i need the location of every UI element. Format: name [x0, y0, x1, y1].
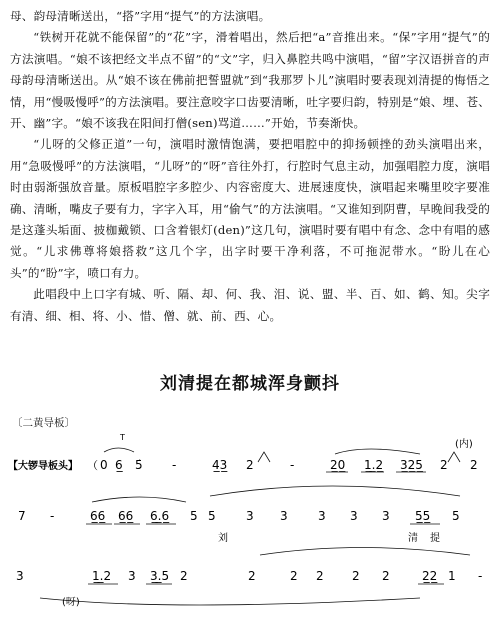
- note: 6̲.̲6̲: [150, 509, 170, 523]
- note: 2: [470, 458, 478, 472]
- note: 3̲2̲5̲: [400, 458, 423, 472]
- note: 2: [440, 458, 448, 472]
- lyric-2: 清: [408, 533, 418, 544]
- note: 3: [246, 509, 254, 523]
- note: 7: [18, 509, 26, 523]
- percussion-label: 【大锣导板头】: [8, 461, 78, 472]
- note: 3: [16, 569, 24, 583]
- lyric-3: 提: [430, 533, 440, 544]
- paragraph-4: 此唱段中上口字有城、听、隔、却、何、我、泪、说、盟、半、百、如、鹤、知。尖字有清、细、相、将、小、惜、僧、就、前、西、心。: [10, 287, 490, 323]
- note: 4̲3̲: [212, 458, 228, 472]
- note: 1̲.̲2: [92, 569, 112, 583]
- note: 3: [382, 509, 390, 523]
- note: 2: [382, 569, 390, 583]
- note: 3: [280, 509, 288, 523]
- note: 2̲2̲: [422, 569, 438, 583]
- lyric-1: 刘: [218, 533, 228, 544]
- note: -: [50, 509, 55, 523]
- note: 5: [190, 509, 198, 523]
- note: 3: [350, 509, 358, 523]
- paragraph-1: 母、韵母清晰送出，“搭”字用“提气”的方法演唱。: [10, 9, 271, 23]
- lyric-4: (呀): [62, 597, 80, 608]
- note: 2: [180, 569, 188, 583]
- note: 2: [246, 458, 254, 472]
- note: 3: [128, 569, 136, 583]
- score-row-1: [100, 433, 478, 472]
- note: 3: [318, 509, 326, 523]
- article-text: [10, 6, 490, 327]
- inner-note: (内): [455, 439, 473, 450]
- note: 6̲6̲: [90, 509, 106, 523]
- svg-text:T: T: [120, 433, 125, 442]
- note: 2: [316, 569, 324, 583]
- note: 1̲.̲2̲: [364, 458, 384, 472]
- paragraph-2: “铁树开花就不能保留”的“花”字，滑着唱出，然后把“a”音推出来。“保”字用“提气”的方法演唱。“娘不该把经文半点不留”的“文”字，归入鼻腔共鸣中演唱，“留”字汉语拼音的声母韵母清晰送出。从“娘不该在佛前把誓盟就”到“我那罗卜儿”演唱时要表现刘清提的悔悟之情，用“慢吸慢呼”的方法演唱。要注意咬字口齿要清晰，吐字要归韵，特别是“娘、埋、苍、开、幽”字。“娘不该我在阳间打僧(sen)骂道……”开始，节奏渐快。: [10, 30, 490, 131]
- note: 6̲: [115, 458, 123, 472]
- note: 5: [452, 509, 460, 523]
- note: 2: [290, 569, 298, 583]
- note: 3̲.̲5: [150, 569, 170, 583]
- note: 2̲0̲: [330, 458, 346, 472]
- note: 5̲5̲: [415, 509, 431, 523]
- note: 1: [448, 569, 456, 583]
- song-title: 刘清提在都城浑身颤抖: [160, 374, 340, 394]
- paragraph-3: “儿呀的父修正道”一句，演唱时激情饱满，要把唱腔中的抑扬顿挫的劲头演唱出来，用“急吸慢呼”的方法演唱，“儿呀”的“呀”音往外打，行腔时气息主动，加强唱腔力度，演唱时由弱渐强放音量。原板唱腔字多腔少、内容密度大、进展速度快，演唱起来嘴里咬字要准确、清晰，嘴皮子要有力，字字入耳，用“偷气”的方法演唱。“又谁知到阴曹，早晚间我受的是这蓬头垢面、披枷戴锁、口含着银灯(den)”这几句，演唱时要有唱中有念、念中有唱的感觉。“儿求佛尊将娘搭救”这几个字，出字时要干净利落，不可拖泥带水。“盼儿在心头”的“盼”字，喷口有力。: [10, 137, 490, 280]
- note: 2: [248, 569, 256, 583]
- open-paren: （: [87, 459, 98, 472]
- score-row-3: [16, 548, 482, 609]
- note: 5̇: [135, 458, 143, 472]
- note: -: [290, 458, 295, 472]
- note: -: [172, 458, 177, 472]
- note: 6̲6̲: [118, 509, 134, 523]
- note: 5: [208, 509, 216, 523]
- score-row-2: [18, 486, 460, 544]
- note: 0: [100, 458, 108, 472]
- note: -: [478, 569, 483, 583]
- tempo-marking: 〔二黄导板〕: [12, 417, 75, 429]
- note: 2: [352, 569, 360, 583]
